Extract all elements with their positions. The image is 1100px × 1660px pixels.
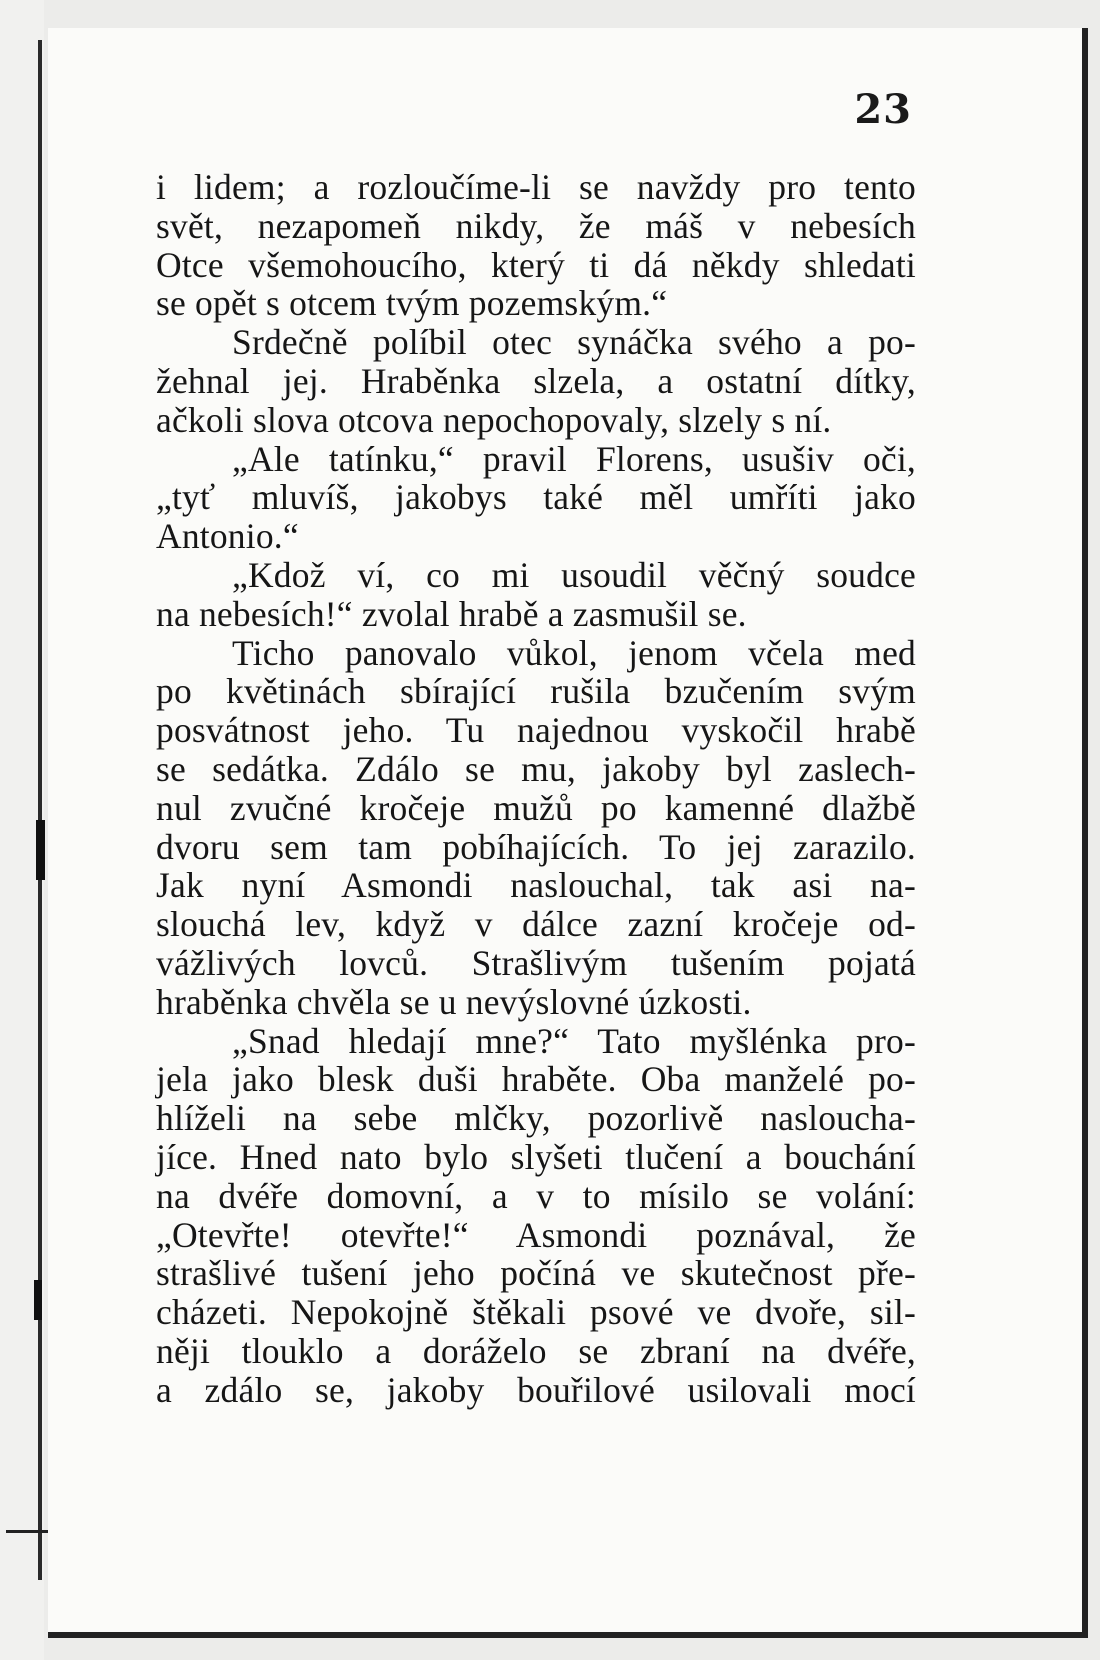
text-line: „Ale tatínku,“ pravil Florens, usušiv oči,	[232, 438, 916, 479]
text-line: Antonio.“	[156, 516, 299, 557]
text-line: „tyť mluvíš, jakobys také měl umříti jako	[156, 477, 916, 518]
text-line: na nebesích!“ zvolal hrabě a zasmušil se.	[156, 593, 747, 634]
text-line: posvátnost jeho. Tu najednou vyskočil hrabě	[156, 710, 916, 751]
text-line: strašlivé tušení jeho počíná ve skutečnost pře-	[156, 1253, 916, 1294]
text-line: vážlivých lovců. Strašlivým tušením pojatá	[156, 942, 916, 983]
text-line: „Otevřte! otevřte!“ Asmondi poznával, že	[156, 1214, 916, 1255]
text-line: něji tlouklo a doráželo se zbraní na dvéře,	[156, 1330, 916, 1371]
text-line: Ticho panovalo vůkol, jenom včela med	[232, 632, 916, 673]
page-number: 23	[854, 86, 912, 133]
text-line: Jak nyní Asmondi naslouchal, tak asi na-	[156, 865, 916, 906]
text-line: jíce. Hned nato bylo slyšeti tlučení a bouchání	[156, 1136, 916, 1177]
text-line: se opět s otcem tvým pozemským.“	[156, 283, 668, 324]
text-line: dvoru sem tam pobíhajících. To jej zarazilo.	[156, 826, 916, 867]
text-line: žehnal jej. Hraběnka slzela, a ostatní dítky,	[156, 360, 916, 401]
text-line: i lidem; a rozloučíme-li se navždy pro tento	[156, 167, 916, 207]
text-line: se sedátka. Zdálo se mu, jakoby byl zaslech-	[156, 748, 916, 789]
book-binding-edge	[38, 40, 42, 1580]
body-text	[156, 168, 916, 1410]
text-line: Srdečně políbil otec synáčka svého a po-	[232, 322, 916, 363]
text-line: na dvéře domovní, a v to mísilo se volání:	[156, 1175, 916, 1216]
text-line: hraběnka chvěla se u nevýslovné úzkosti.	[156, 981, 752, 1022]
text-line: cházeti. Nepokojně štěkali psové ve dvoře, sil-	[156, 1292, 916, 1333]
text-line: Otce všemohoucího, který ti dá někdy shledati	[156, 244, 916, 285]
text-line: a zdálo se, jakoby bouřilové usilovali mocí	[156, 1369, 916, 1410]
text-line: po květinách sbírající rušila bzučením svým	[156, 671, 916, 712]
binding-mark	[36, 820, 45, 880]
text-line: hlíželi na sebe mlčky, pozorlivě nasloucha-	[156, 1098, 916, 1139]
text-line: „Snad hledají mne?“ Tato myšlénka pro-	[232, 1020, 916, 1061]
binding-mark	[34, 1280, 42, 1320]
text-line: jela jako blesk duši hraběte. Oba manželé po-	[156, 1059, 916, 1100]
text-line: „Kdož ví, co mi usoudil věčný soudce	[232, 554, 916, 595]
text-line: nul zvučné kročeje mužů po kamenné dlažbě	[156, 787, 916, 828]
text-line: slouchá lev, když v dálce zazní kročeje od-	[156, 904, 916, 945]
text-line: ačkoli slova otcova nepochopovaly, slzely s ní.	[156, 399, 832, 440]
text-line: svět, nezapomeň nikdy, že máš v nebesích	[156, 205, 916, 246]
book-page	[48, 28, 1088, 1638]
